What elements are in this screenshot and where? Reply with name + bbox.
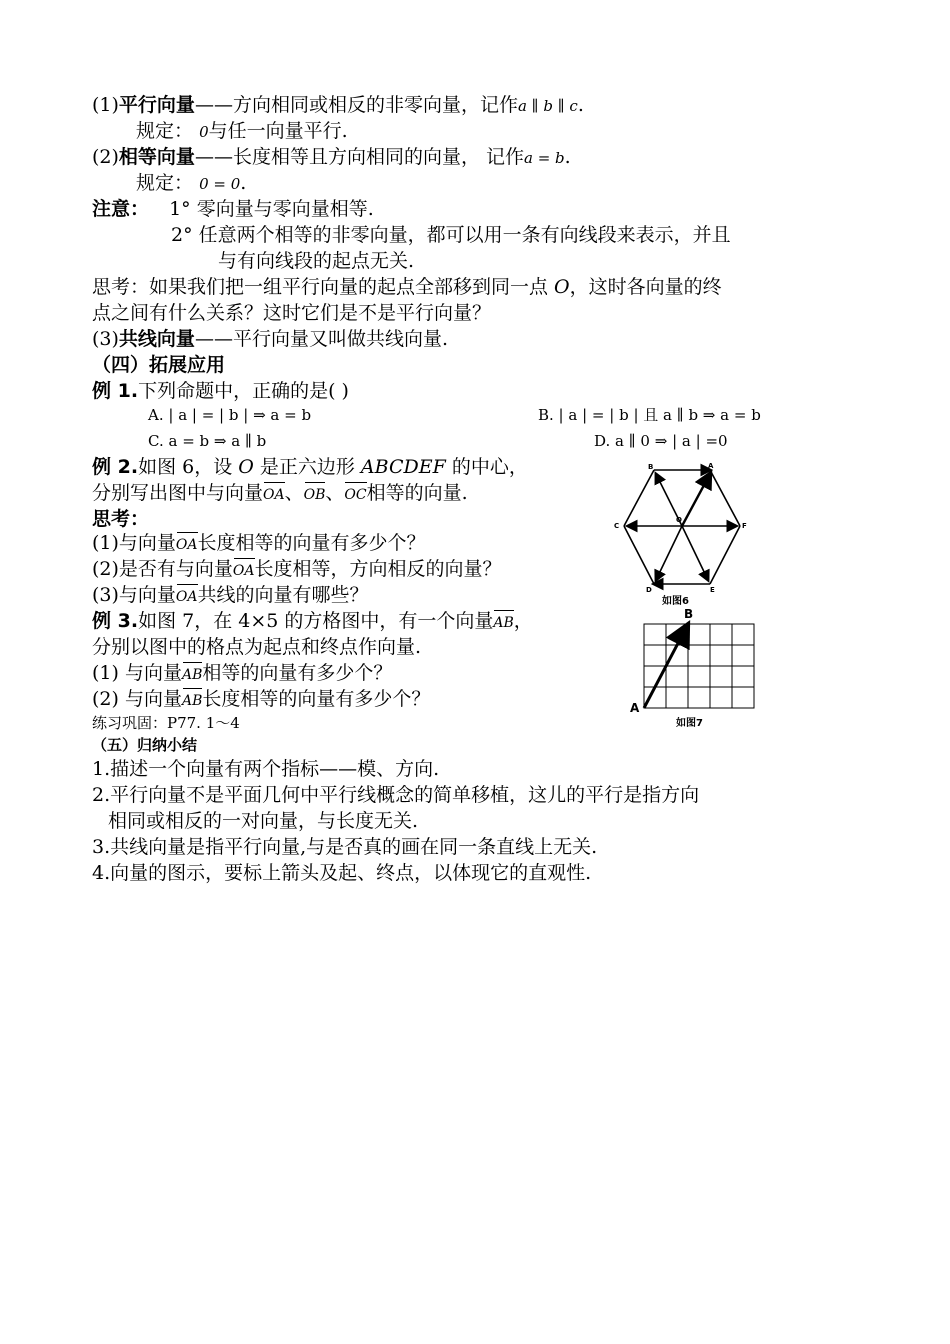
practice-line: 练习巩固：P77. 1～4 [92, 714, 240, 732]
summary-2-cont: 相同或相反的一对向量，与长度无关. [108, 810, 419, 832]
label-F: F [742, 522, 747, 530]
figure-6-caption: 如图6 [662, 596, 689, 606]
option-a: A. | a | = | b | ⇒ a = b [148, 406, 312, 424]
line-note-2-cont: 与有向线段的起点无关. [218, 250, 415, 272]
example-3-q2: (2) 与向量AB长度相等的向量有多少个？ [92, 686, 430, 714]
example-3-body: 分别以图中的格点为起点和终点作向量. [92, 636, 422, 658]
think-heading: 思考： [92, 508, 150, 530]
example-3-q1: (1) 与向量AB相等的向量有多少个？ [92, 660, 392, 688]
math-notation: 0 = 0 [199, 175, 241, 193]
option-d: D. a ∥ 0 ⇒ | a | =0 [594, 432, 728, 450]
summary-4: 4.向量的图示，要标上箭头及起、终点，以体现它的直观性. [92, 862, 592, 884]
math-notation: a ∥ b ∥ c [517, 97, 578, 115]
think-q2: (2)是否有与向量OA长度相等，方向相反的向量？ [92, 556, 502, 584]
note-label: 注意： [92, 198, 150, 220]
summary-1: 1.描述一个向量有两个指标——模、方向. [92, 758, 440, 780]
example-2-title: 例 2.如图 6，设 O 是正六边形 ABCDEF 的中心， [92, 456, 528, 478]
note-text: 1° 零向量与零向量相等. [169, 198, 374, 220]
rule-label: 规定： [136, 172, 194, 194]
item-number: (1) [92, 94, 119, 116]
rule-label: 规定： [136, 120, 194, 142]
figure-7-caption: 如图7 [676, 718, 703, 729]
line-note-1 [92, 196, 374, 222]
line-collinear-vectors: (3)共线向量——平行向量又叫做共线向量. [92, 328, 448, 350]
summary-3: 3.共线向量是指平行向量,与是否真的画在同一条直线上无关. [92, 836, 598, 858]
label-A: A [630, 701, 640, 715]
option-c: C. a = b ⇒ a ∥ b [148, 432, 267, 450]
line-parallel-vectors: (1)平行向量——方向相同或相反的非零向量，记作a ∥ b ∥ c. [92, 94, 584, 116]
label-D: D [646, 586, 652, 594]
section-heading-extension: （四）拓展应用 [92, 354, 226, 376]
example-1-title: 例 1.下列命题中，正确的是( ) [92, 380, 349, 402]
item-number: (2) [92, 146, 119, 168]
label-A: A [708, 462, 714, 470]
line-think-1-cont: 点之间有什么关系？这时它们是不是平行向量？ [92, 302, 492, 324]
math-notation: a = b [523, 149, 565, 167]
label-B: B [684, 607, 694, 621]
option-b: B. | a | = | b | 且 a ∥ b ⇒ a = b [538, 406, 761, 424]
line-equal-vectors: (2)相等向量——长度相等且方向相同的向量， 记作a = b. [92, 146, 571, 168]
section-heading-summary: （五）归纳小结 [92, 736, 198, 754]
vector-AB [644, 628, 686, 708]
think-q1: (1)与向量OA长度相等的向量有多少个？ [92, 530, 426, 558]
label-C: C [614, 522, 620, 530]
label-B: B [648, 463, 654, 471]
figure-6-hexagon [606, 460, 766, 606]
math-zero-vector: 0 [199, 123, 209, 141]
definition-text: ——方向相同或相反的非零向量，记作 [194, 94, 518, 116]
line-think-1: 思考：如果我们把一组平行向量的起点全部移到同一点 O，这时各向量的终 [92, 276, 722, 298]
label-E: E [710, 586, 715, 594]
example-3-title: 例 3.如图 7，在 4×5 的方格图中，有一个向量AB， [92, 608, 533, 636]
term-equal-vectors: 相等向量 [118, 146, 195, 168]
line-rule-zero-parallel [136, 118, 348, 145]
term-collinear-vectors: 共线向量 [118, 328, 195, 350]
example-2-body: 分别写出图中与向量OA、OB、OC相等的向量. [92, 480, 468, 508]
rule-text: 与任一向量平行. [208, 120, 348, 142]
summary-2: 2.平行向量不是平面几何中平行线概念的简单移植，这儿的平行是指方向 [92, 784, 700, 806]
definition-text: ——长度相等且方向相同的向量， 记作 [194, 146, 524, 168]
line-note-2: 2° 任意两个相等的非零向量，都可以用一条有向线段来表示，并且 [171, 224, 731, 246]
think-q3: (3)与向量OA共线的向量有哪些？ [92, 582, 369, 610]
figure-7-grid [624, 602, 764, 730]
line-rule-zero-equal: 规定： 0 = 0. [136, 172, 247, 194]
term-parallel-vectors: 平行向量 [118, 94, 195, 116]
label-O: O [676, 516, 682, 524]
